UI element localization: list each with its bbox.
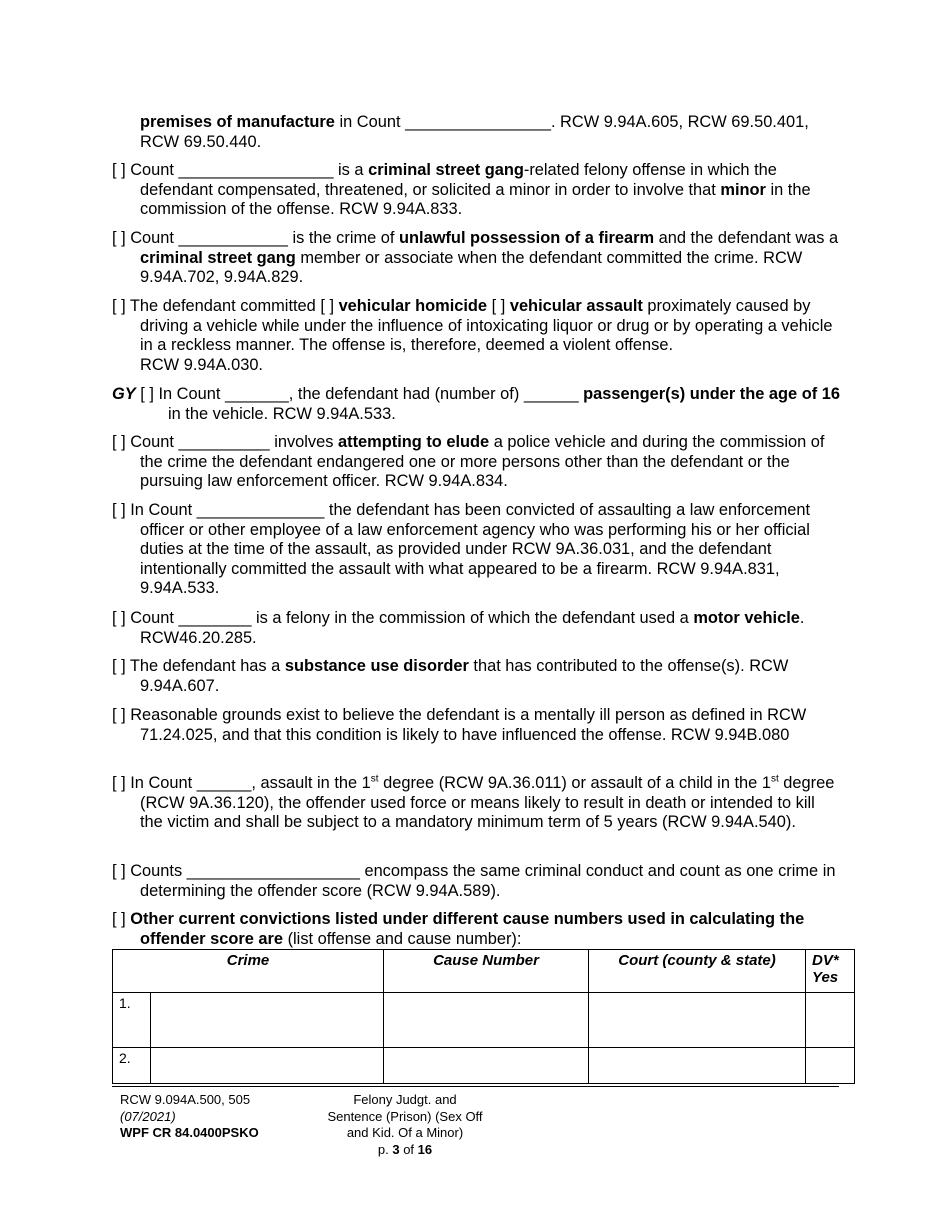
- bold-text: criminal street gang: [140, 248, 296, 267]
- bold-text: substance use disorder: [284, 657, 469, 675]
- text: in the vehicle. RCW 9.94A.533.: [168, 404, 396, 423]
- dv-cell[interactable]: [806, 1048, 855, 1084]
- footer-rcw: RCW 9.094A.500, 505: [120, 1092, 251, 1107]
- table-row: [113, 993, 855, 1048]
- paragraph-substance: [112, 657, 840, 696]
- text: of: [403, 1141, 415, 1157]
- convictions-table: [112, 949, 855, 1084]
- text: [ ] Count ________ is a felony in the commission of which the defendant used a: [112, 609, 694, 627]
- text: [ ] In Count _______, the defendant had (number of) ______: [135, 385, 584, 403]
- text: [ ] Reasonable grounds exist to believe the defendant is a mentally ill person as defined in RCW 71.24.025, and that this condition is likely to have influenced the offense. RCW 9.94B.080: [112, 706, 807, 744]
- paragraph-other-convictions: [112, 910, 840, 949]
- text: p.: [377, 1141, 389, 1157]
- superscript: st: [370, 773, 379, 785]
- paragraph-officer-assault: [112, 501, 840, 599]
- text: [ ] Count __________ involves: [112, 433, 338, 451]
- dv-cell[interactable]: [806, 993, 855, 1048]
- header-court: Court (county & state): [589, 950, 806, 993]
- text: and the defendant was a: [654, 229, 839, 247]
- superscript: st: [770, 773, 779, 785]
- paragraph-gang-minor: [112, 161, 840, 220]
- bold-text: vehicular assault: [509, 297, 643, 315]
- text: [ ] Count ____________ is the crime of: [112, 229, 400, 247]
- footer-divider: [112, 1086, 839, 1087]
- text: [ ] Counts ___________________ encompass the same criminal conduct and count as one crime in determining the offender score (RCW 9.94A.589).: [112, 862, 836, 900]
- crime-cell[interactable]: [151, 993, 384, 1048]
- text: [ ] The defendant has a: [112, 657, 285, 675]
- text: -related felony offense in which the defendant compensated, threatened, or solicited a minor in order to involve that: [140, 161, 777, 199]
- text: [ ]: [112, 910, 131, 928]
- row-number: 2.: [113, 1048, 151, 1084]
- text: [ ] Count _________________ is a: [112, 161, 369, 179]
- text: member or associate when the defendant committed the crime. RCW 9.94A.702, 9.94A.829.: [140, 248, 803, 287]
- header-cause-number: Cause Number: [384, 950, 589, 993]
- table-header-row: [113, 950, 855, 993]
- cause-number-cell[interactable]: [384, 1048, 589, 1084]
- cause-number-cell[interactable]: [384, 993, 589, 1048]
- bold-text: vehicular homicide: [338, 297, 488, 315]
- paragraph-firearm: [112, 229, 840, 288]
- text: in Count ________________. RCW 9.94A.605, RCW 69.50.401, RCW 69.50.440.: [140, 113, 809, 151]
- text: RCW 9.94A.030.: [140, 355, 263, 374]
- footer-title-line: Felony Judgt. and: [353, 1092, 457, 1107]
- text: degree (RCW 9A.36.120), the offender used force or means likely to result in death or intended to kill the victim and shall be subject to a mandatory minimum term of 5 years (RCW 9.94A.540).: [140, 774, 835, 832]
- text: . RCW46.20.285.: [140, 609, 805, 647]
- bold-text: minor: [720, 180, 766, 199]
- text: 16: [417, 1141, 433, 1157]
- header-crime: Crime: [113, 950, 384, 993]
- paragraph-premises: [112, 113, 840, 152]
- bold-text: unlawful possession of a firearm: [399, 229, 655, 247]
- paragraph-mental-illness: [112, 706, 840, 745]
- footer-form-number: WPF CR 84.0400PSKO: [120, 1125, 259, 1140]
- row-number: 1.: [113, 993, 151, 1048]
- text: [ ] In Count ______, assault in the 1: [112, 774, 371, 792]
- text: [ ]: [487, 297, 510, 315]
- paragraph-same-conduct: [112, 862, 840, 901]
- crime-cell[interactable]: [151, 1048, 384, 1084]
- footer-date: (07/2021): [120, 1108, 176, 1124]
- paragraph-motor-vehicle: [112, 609, 840, 648]
- text: that has contributed to the offense(s). RCW 9.94A.607.: [140, 657, 789, 695]
- paragraph-vehicular: [112, 297, 840, 375]
- paragraph-passengers: [112, 385, 840, 424]
- table-row: [113, 1048, 855, 1084]
- text: in the commission of the offense. RCW 9.94A.833.: [140, 180, 811, 219]
- bold-text: criminal street gang: [368, 161, 524, 179]
- text: proximately caused by driving a vehicle while under the influence of intoxicating liquor or drug or by operating a vehicle in a reckless manner. The offense is, therefore, deemed a violent offense.: [140, 297, 833, 355]
- footer-title-line: Sentence (Prison) (Sex Off: [327, 1108, 483, 1124]
- text: (list offense and cause number):: [283, 929, 522, 948]
- footer-left: [120, 1092, 259, 1142]
- bold-text: Other current convictions listed under different cause numbers used in calculating the offender score are: [130, 910, 805, 948]
- bold-text: attempting to elude: [338, 433, 490, 451]
- bold-text: motor vehicle: [693, 609, 800, 627]
- footer-center: [310, 1092, 500, 1158]
- text: [ ] The defendant committed [ ]: [112, 297, 339, 315]
- bold-text: premises of manufacture: [140, 113, 335, 131]
- page-number: [310, 1142, 500, 1159]
- court-cell[interactable]: [589, 1048, 806, 1084]
- bold-text: passenger(s) under the age of 16: [583, 385, 840, 403]
- text: degree (RCW 9A.36.011) or assault of a child in the 1: [378, 774, 771, 792]
- paragraph-elude: [112, 433, 840, 492]
- court-cell[interactable]: [589, 993, 806, 1048]
- footer-title-line: and Kid. Of a Minor): [346, 1125, 464, 1140]
- text: a police vehicle and during the commission of the crime the defendant endangered one or more persons other than the defendant or the pursuing law enforcement officer. RCW 9.94A.834.: [140, 433, 825, 491]
- text: 3: [392, 1141, 400, 1157]
- header-dv-yes: DV* Yes: [806, 950, 855, 993]
- paragraph-assault-first-degree: [112, 774, 840, 833]
- text: [ ] In Count ______________ the defendant has been convicted of assaulting a law enforcement officer or other employee of a law enforcement agency who was performing his or her official duties at the time of the assault, as provided under RCW 9A.36.031, and the defendant intentionally committed the assault with what appeared to be a firearm. RCW 9.94A.831, 9.94A.533.: [112, 501, 811, 598]
- gy-marker: GY: [112, 385, 136, 403]
